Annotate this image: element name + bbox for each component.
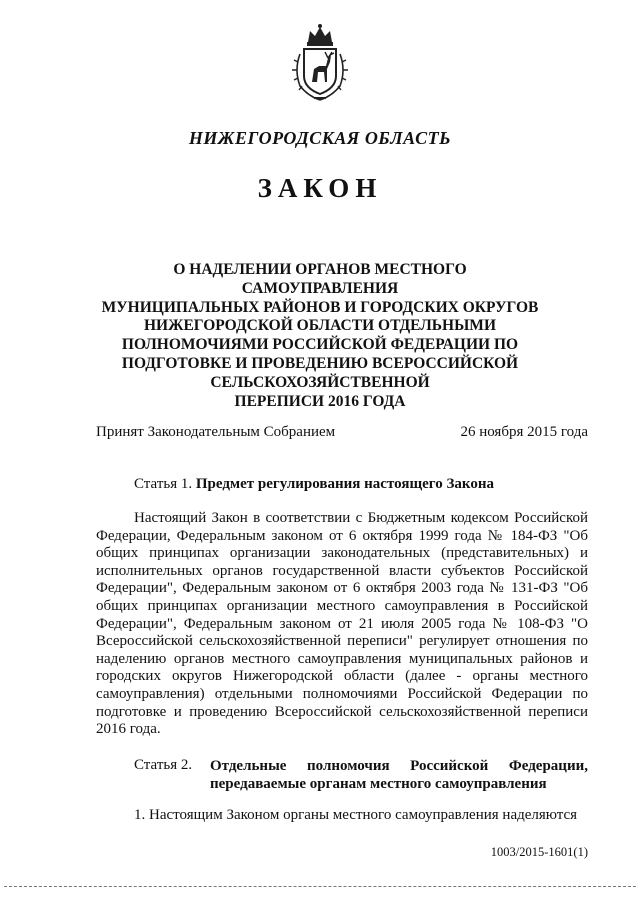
law-title-line: МУНИЦИПАЛЬНЫХ РАЙОНОВ И ГОРОДСКИХ ОКРУГОВ xyxy=(101,298,539,316)
law-title-line: ПОДГОТОВКЕ И ПРОВЕДЕНИЮ ВСЕРОССИЙСКОЙ xyxy=(121,354,519,372)
article-1-label: Статья 1. xyxy=(134,476,193,492)
law-title-line: СЕЛЬСКОХОЗЯЙСТВЕННОЙ xyxy=(210,373,430,391)
adoption-line xyxy=(96,424,588,441)
registration-number: 1003/2015-1601(1) xyxy=(490,845,588,859)
article-1-heading xyxy=(134,476,494,493)
adoption-date: 26 ноября 2015 года xyxy=(460,424,588,440)
article-2-clause-1: 1. Настоящим Законом органы местного самоуправления наделяются xyxy=(134,807,578,823)
law-title xyxy=(100,261,540,411)
region-name: НИЖЕГОРОДСКАЯ ОБЛАСТЬ xyxy=(188,128,452,148)
adoption-label: Принят Законодательным Собранием xyxy=(96,424,336,440)
law-title-line: ПОЛНОМОЧИЯМИ РОССИЙСКОЙ ФЕДЕРАЦИИ ПО xyxy=(121,336,519,354)
article-2-label: Статья 2. xyxy=(134,757,193,773)
article-2-title: Отдельные полномочия Российской Федерации, передаваемые органам местного самоуправления xyxy=(210,758,588,792)
law-title-line: НИЖЕГОРОДСКОЙ ОБЛАСТИ ОТДЕЛЬНЫМИ xyxy=(144,317,496,335)
article-1-body: Настоящий Закон в соответствии с Бюджетным кодексом Российской Федерации, Федеральным законом от 6 октября 1999 года № 184-ФЗ "Об общих принципах организации законодательных (представительных) и исполнительных органов государственной власти субъектов Российской Федерации", Федеральным законом от 6 октября 2003 года № 131-ФЗ "Об общих принципах организации местного самоуправления в Российской Федерации", Федеральным законом от 21 июля 2005 года № 108-ФЗ "О Всероссийской сельскохозяйственной переписи" регулирует отношения по наделению органов местного самоуправления муниципальных районов и городских округов Нижегородской области (далее - органы местного самоуправления) отдельными полномочиями Российской Федерации по подготовке и проведению Всероссийской сельскохозяйственной переписи 2016 года. xyxy=(96,510,588,738)
page-bottom-divider xyxy=(4,886,636,887)
nizhny-novgorod-coat-of-arms-icon xyxy=(290,22,350,104)
law-title-line: ПЕРЕПИСИ 2016 ГОДА xyxy=(234,392,406,410)
law-title-line: О НАДЕЛЕНИИ ОРГАНОВ МЕСТНОГО САМОУПРАВЛЕНИЯ xyxy=(173,261,467,297)
article-1-title: Предмет регулирования настоящего Закона xyxy=(195,476,494,492)
document-type: ЗАКОН xyxy=(257,173,383,203)
